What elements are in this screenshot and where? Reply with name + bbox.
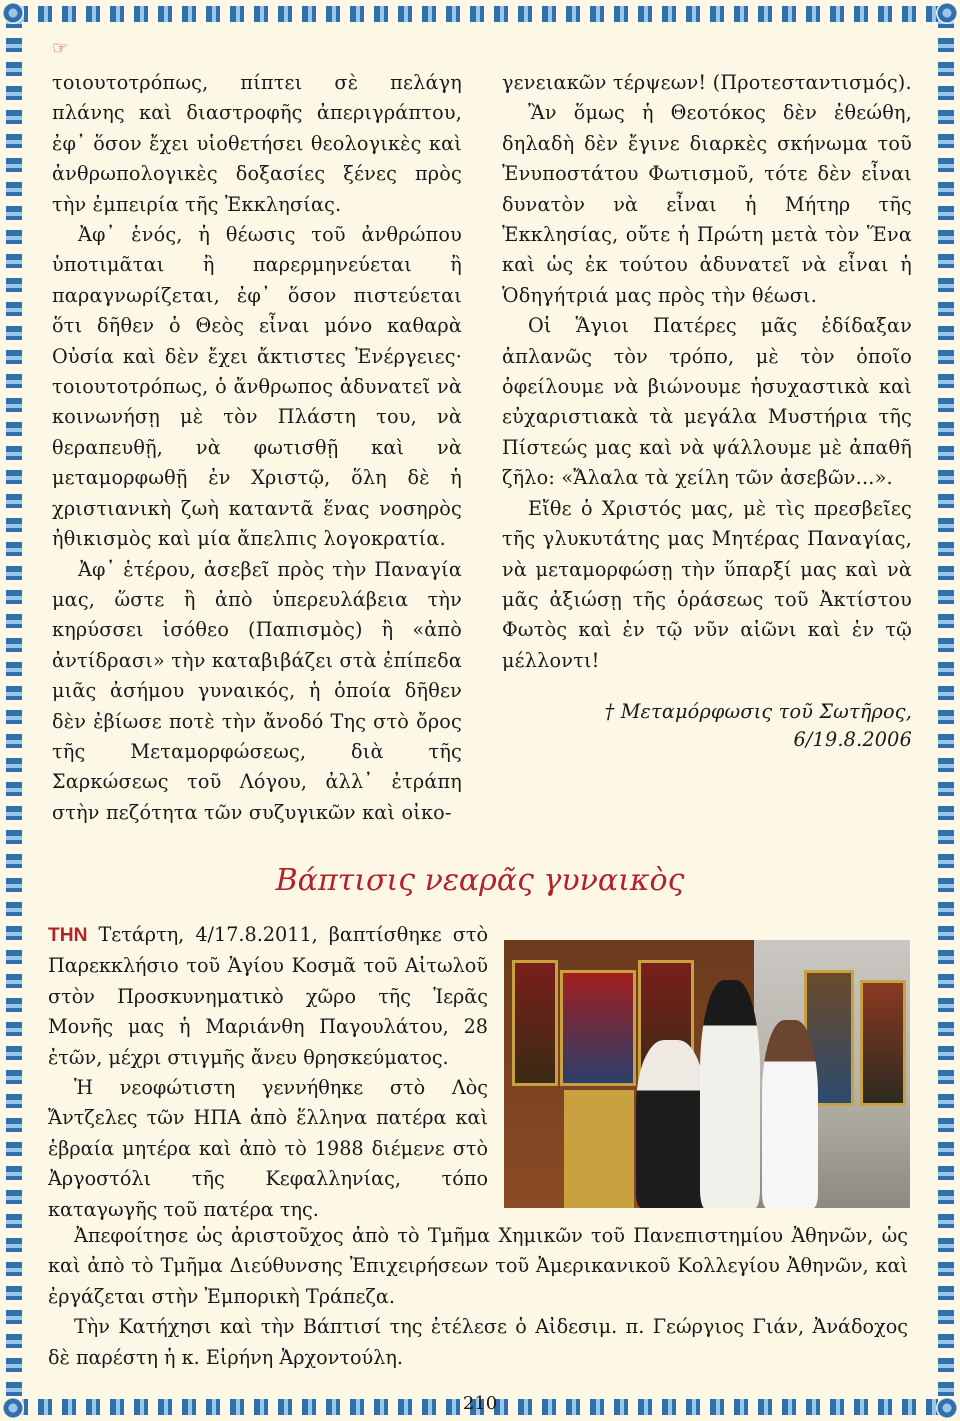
paragraph: Ἀφ᾽ ἑτέρου, ἀσεβεῖ πρὸς τὴν Παναγία μας, ὥστε ἢ ἀπὸ ὑπερευλάβεια τὴν κηρύσσει ἰσόθεο (Παπισμὸς) ἢ «ἀπὸ ἀντίδρασι» τὴν καταβιβάζει στὰ ἐπίπεδα μιᾶς ἀσήμου γυναικός, ἡ ὁποία δῆθεν δὲν ἐβίωσε ποτὲ τὴν ἄνοδό Της στὸ ὄρος τῆς Μεταμορφώσεως, διὰ τῆς Σαρκώσεως τοῦ Λόγου, ἀλλ᾽ ἐτράπη στὴν πεζότητα τῶν συζυγικῶν καὶ οἰκο- bbox=[52, 557, 462, 824]
left-column bbox=[52, 68, 462, 828]
paragraph: Εἴθε ὁ Χριστός μας, μὲ τὶς πρεσβεῖες τῆς γλυκυτάτης μας Μητέρας Παναγίας, νὰ μεταμορφώσῃ τὴν ὕπαρξί μας καὶ νὰ μᾶς ἀξιώσῃ τῆς ὁράσεως τοῦ Ἀκτίστου Φωτὸς καὶ ἐν τῷ νῦν αἰῶνι καὶ ἐν τῷ μέλλοντι! bbox=[502, 496, 912, 672]
corner-ornament-icon bbox=[2, 2, 24, 24]
border-top bbox=[14, 6, 946, 22]
border-left bbox=[6, 14, 22, 1407]
person-figure bbox=[636, 1040, 706, 1208]
article-title: Βάπτισις νεαρᾶς γυναικὸς bbox=[275, 863, 685, 898]
paragraph: Ἡ νεοφώτιστη γεννήθηκε στὸ Λὸς Ἄντζελες τῶν ΗΠΑ ἀπὸ ἕλληνα πατέρα καὶ ἑβραία μητέρα καὶ ἀπὸ τὸ 1988 διέμενε στὸ Ἀργοστόλι τῆς Κεφαλληνίας, τόπο καταγωγῆς τοῦ πατέρα της. bbox=[48, 1076, 488, 1221]
lead-word: ΤΗΝ bbox=[48, 925, 88, 946]
paragraph: Ἀπεφοίτησε ὡς ἀριστοῦχος ἀπὸ τὸ Τμῆμα Χημικῶν τοῦ Πανεπιστημίου Ἀθηνῶν, ὡς καὶ ἀπὸ τὸ Τμῆμα Διεύθυνσης Ἐπιχειρήσεων τοῦ Ἀμερικανικοῦ Κολλεγίου Ἀθηνῶν, καὶ ἐργάζεται στὴν Ἐμπορικὴ Τράπεζα. bbox=[48, 1224, 908, 1308]
border-right bbox=[938, 14, 954, 1407]
paragraph: Ἂν ὅμως ἡ Θεοτόκος δὲν ἐθεώθη, δηλαδὴ δὲν ἔγινε διαρκὲς σκήνωμα τοῦ Ἐνυποστάτου Φωτισμοῦ, τότε δὲν εἶναι δυνατὸν νὰ εἶναι ἡ Μήτηρ τῆς Ἐκκλησίας, οὔτε ἡ Πρώτη μετὰ τὸν Ἕνα καὶ ὡς ἐκ τούτου ἀδυνατεῖ νὰ εἶναι ἡ Ὁδηγήτριά μας πρὸς τὴν θέωσι. bbox=[502, 101, 912, 307]
paragraph: τοιουτοτρόπως, πίπτει σὲ πελάγη πλάνης καὶ διαστροφῆς ἀπεριγράπτου, ἐφ᾽ ὅσον ἔχει υἱοθετήσει θεολογικὲς καὶ ἀνθρωπολογικὲς δοξασίες ξένες πρὸς τὴν ἐμπειρία τῆς Ἐκκλησίας. bbox=[52, 71, 462, 216]
corner-ornament-icon bbox=[936, 2, 958, 24]
paragraph: γενειακῶν τέρψεων! (Προτεσταντισμός). bbox=[502, 71, 912, 94]
signature-date: 6/19.8.2006 bbox=[793, 728, 912, 752]
baptism-photo bbox=[504, 940, 910, 1208]
paragraph: Οἱ Ἅγιοι Πατέρες μᾶς ἐδίδαξαν ἀπλανῶς τὸν τρόπο, μὲ τὸν ὁποῖο ὀφείλουμε νὰ βιώνουμε ἡσυχαστικὰ καὶ εὐχαριστιακὰ τὰ μεγάλα Μυστήρια τῆς Πίστεώς μας καὶ νὰ ψάλλουμε μὲ ἀπαθῆ ζῆλο: «Ἄλαλα τὰ χείλη τῶν ἀσεβῶν...». bbox=[502, 314, 912, 490]
paragraph: Ἀφ᾽ ἑνός, ἡ θέωσις τοῦ ἀνθρώπου ὑποτιμᾶται ἢ παρερμηνεύεται ἢ παραγνωρίζεται, ἐφ᾽ ὅσον πιστεύεται ὅτι δῆθεν ὁ Θεὸς εἶναι μόνο καθαρὰ Οὐσία καὶ δὲν ἔχει ἄκτιστες Ἐνέργειες· τοιουτοτρόπως, ὁ ἄνθρωπος ἀδυνατεῖ νὰ κοινωνήσῃ μὲ τὸν Πλάστη του, νὰ θεραπευθῇ, νὰ φωτισθῇ καὶ νὰ μεταμορφωθῇ ἐν Χριστῷ, ὅλη δὲ ἡ χριστιανικὴ ζωὴ καταντᾶ ἕνας νοσηρὸς ἠθικισμὸς καὶ μία ἄπελπις λογοκρατία. bbox=[52, 223, 462, 551]
right-column bbox=[502, 68, 912, 754]
person-figure bbox=[762, 1020, 818, 1208]
signature bbox=[502, 698, 912, 754]
paragraph: Τετάρτη, 4/17.8.2011, βαπτίσθηκε στὸ Παρεκκλήσιο τοῦ Ἁγίου Κοσμᾶ τοῦ Αἰτωλοῦ στὸν Προσκυνηματικὸ χῶρο τῆς Ἱερᾶς Μονῆς μας ἡ Μαριάνθη Παγουλάτου, 28 ἐτῶν, μέχρι στιγμῆς ἄνευ θρησκεύματος. bbox=[48, 923, 488, 1069]
article-continued bbox=[48, 1221, 908, 1373]
paragraph: Τὴν Κατήχησι καὶ τὴν Βάπτισί της ἐτέλεσε ὁ Αἰδεσιμ. π. Γεώργιος Γιάν, Ἀνάδοχος δὲ παρέστη ἡ κ. Εἰρήνη Ἀρχοντούλη. bbox=[48, 1315, 908, 1369]
article-intro bbox=[48, 920, 488, 1225]
pointing-hand-icon: ☞ bbox=[52, 38, 69, 59]
signature-line: † Μεταμόρφωσις τοῦ Σωτῆρος, bbox=[604, 700, 912, 724]
priest-figure bbox=[700, 980, 760, 1208]
page-number: 210 bbox=[462, 1393, 498, 1414]
